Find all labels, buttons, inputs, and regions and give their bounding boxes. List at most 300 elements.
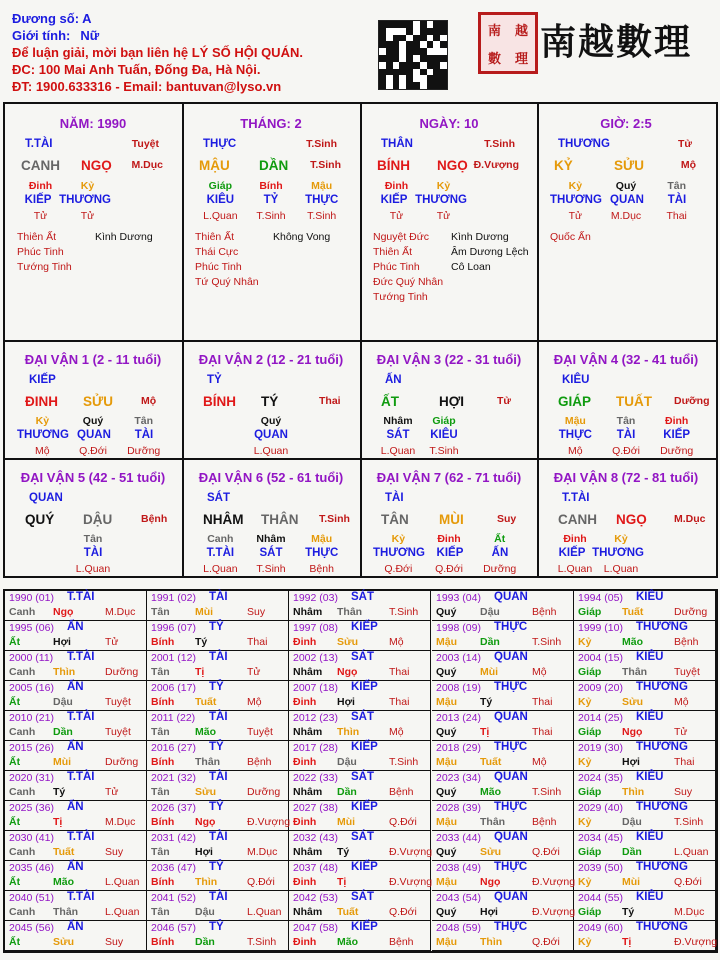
hidden-states-row (538, 210, 714, 222)
hidden-state: Tử (436, 210, 451, 222)
dai-van-1 (5, 342, 181, 458)
gender (12, 27, 303, 44)
hidden-state: Tử (33, 210, 48, 222)
year-cell (432, 651, 574, 681)
year-branch: Mão (480, 786, 501, 798)
year-cell (574, 651, 716, 681)
hidden-stem: Kỷ (436, 180, 451, 192)
year-stem: Đinh (293, 696, 317, 708)
year-state: Tử (674, 726, 688, 738)
year-state: T.Sinh (389, 756, 419, 768)
year-branch: Mùi (337, 816, 356, 828)
year-branch: Ngọ (622, 726, 643, 738)
year-stem: Canh (9, 846, 36, 858)
year-state: Suy (105, 936, 124, 948)
year-ten-god: ẤN (67, 621, 84, 633)
year-state: Thai (247, 636, 268, 648)
year-state: Thai (389, 696, 410, 708)
year-state: T.Sinh (247, 936, 277, 948)
year-label: 1990 (01) (9, 592, 54, 604)
earthly-branch: MÙI (439, 512, 464, 527)
hidden-state: M.Dục (610, 210, 642, 222)
year-state: Tử (105, 636, 119, 648)
stars-left (17, 230, 72, 275)
hidden-state: Q.Đới (612, 445, 640, 457)
hidden-ten-god: KIÊU (206, 194, 235, 206)
hidden-ten-god: QUAN (610, 194, 644, 206)
year-label: 2012 (23) (293, 712, 338, 724)
hidden-states-row (538, 445, 714, 457)
year-ten-god: SÁT (351, 591, 374, 603)
year-label: 2005 (16) (9, 682, 54, 694)
year-label: 1996 (07) (151, 622, 196, 634)
year-cell (432, 591, 574, 621)
year-label: 1993 (04) (436, 592, 481, 604)
year-ten-god: THỰC (494, 921, 528, 933)
pillar-hour (538, 104, 714, 338)
hidden-stems-row (183, 180, 359, 192)
heavenly-stem: CANH (558, 512, 597, 527)
branch-state: T.Sinh (310, 159, 341, 171)
year-label: 1997 (08) (293, 622, 338, 634)
stem-state: T.Sinh (484, 138, 515, 150)
year-ten-god: KIẾP (351, 921, 378, 933)
year-stem: Mậu (436, 756, 457, 768)
year-stem: Nhâm (293, 666, 323, 678)
year-label: 2002 (13) (293, 652, 338, 664)
year-ten-god: THƯƠNG (636, 741, 688, 753)
hidden-ten-god: THƯƠNG (373, 547, 425, 559)
year-ten-god: TỶ (209, 681, 224, 693)
year-cell (5, 711, 147, 741)
year-stem: Tân (151, 846, 170, 858)
year-state: Bệnh (532, 816, 557, 828)
ten-god-top: THỰC (203, 138, 237, 150)
year-cell (574, 711, 716, 741)
year-ten-god: QUAN (494, 831, 528, 843)
year-ten-god: THƯƠNG (636, 681, 688, 693)
hidden-stem: Mậu (311, 533, 333, 545)
year-label: 2015 (26) (9, 742, 54, 754)
hidden-stem: Đinh (28, 180, 53, 192)
star-name: Thái Cực (195, 246, 239, 258)
year-state: Bệnh (247, 756, 272, 768)
qr-code-icon (378, 20, 448, 90)
year-ten-god: T.TÀI (67, 711, 95, 723)
year-branch: Ngọ (337, 666, 358, 678)
year-ten-god: T.TÀI (67, 831, 95, 843)
year-branch: Mão (195, 726, 216, 738)
year-branch: Hợi (337, 696, 355, 708)
heavenly-stem: ĐINH (25, 394, 58, 409)
year-cell (432, 741, 574, 771)
hidden-ten-god: QUAN (77, 429, 111, 441)
hidden-state: Q.Đới (384, 563, 413, 575)
hidden-stems-row (538, 533, 714, 545)
heavenly-stem: GIÁP (558, 394, 592, 409)
dai-van-title: ĐẠI VẬN 2 (12 - 21 tuổi) (198, 352, 344, 367)
year-stem: Ất (9, 936, 21, 948)
year-state: Q.Đới (674, 876, 702, 888)
year-label: 2036 (47) (151, 862, 196, 874)
year-cell (147, 921, 289, 951)
year-ten-god: KIẾP (351, 681, 378, 693)
year-ten-god: ẤN (67, 681, 84, 693)
hidden-ten-god: KIẾP (380, 194, 408, 206)
year-stem: Ất (9, 756, 21, 768)
year-ten-god: KIÊU (636, 831, 664, 843)
year-ten-god: TÀI (209, 591, 228, 603)
heavenly-stem: BÍNH (377, 158, 410, 173)
ten-god-top: KIÊU (562, 374, 590, 386)
year-branch: Tý (480, 696, 493, 708)
year-state: Đ.Vượng (389, 876, 433, 888)
year-ten-god: T.TÀI (67, 651, 95, 663)
ten-god-top: TÀI (385, 492, 404, 504)
hidden-stars-row (183, 194, 359, 206)
year-stem: Giáp (578, 606, 602, 618)
year-ten-god: TÀI (209, 651, 228, 663)
year-ten-god: KIÊU (636, 771, 664, 783)
year-state: Bệnh (389, 786, 414, 798)
heavenly-stem: BÍNH (203, 394, 236, 409)
hidden-states-row (183, 445, 359, 457)
year-label: 2043 (54) (436, 892, 481, 904)
star-name: Phúc Tinh (373, 261, 420, 273)
hidden-stem: Đinh (437, 533, 461, 545)
hidden-stem: Kỷ (614, 533, 628, 545)
year-ten-god: THƯƠNG (636, 801, 688, 813)
year-stem: Mậu (436, 696, 457, 708)
year-label: 2034 (45) (578, 832, 623, 844)
hidden-states-row (5, 445, 181, 457)
year-ten-god: QUAN (494, 651, 528, 663)
year-stem: Giáp (578, 726, 602, 738)
year-branch: Thìn (480, 936, 503, 948)
hidden-states-row (361, 210, 537, 222)
hidden-state: L.Quan (603, 563, 639, 575)
year-stem: Quý (436, 786, 457, 798)
hidden-stars-row (183, 547, 359, 559)
year-stem: Kỷ (578, 936, 592, 948)
year-state: Đ.Vượng (532, 876, 576, 888)
year-ten-god: TỶ (209, 801, 224, 813)
star-name: Thiên Ất (373, 246, 413, 258)
year-ten-god: T.TÀI (67, 771, 95, 783)
year-stem: Bính (151, 756, 175, 768)
year-ten-god: THỰC (494, 621, 528, 633)
year-ten-god: SÁT (351, 891, 374, 903)
year-stem: Giáp (578, 846, 602, 858)
year-state: Mộ (389, 636, 404, 648)
year-cell (5, 651, 147, 681)
year-branch: Sửu (480, 846, 502, 858)
year-cell (147, 801, 289, 831)
stars-left (373, 230, 443, 305)
hidden-stars-row (183, 429, 359, 441)
hidden-ten-god: THƯƠNG (592, 547, 644, 559)
year-branch: Ngọ (480, 876, 501, 888)
hidden-ten-god: QUAN (254, 429, 288, 441)
hidden-stars-row (361, 547, 537, 559)
star-name: Thiên Ất (17, 231, 57, 243)
ten-god-top: QUAN (29, 492, 63, 504)
hidden-stem: Kỷ (35, 415, 50, 427)
year-state: T.Sinh (532, 786, 562, 798)
hidden-stem: Tân (83, 533, 103, 545)
year-state: T.Sinh (532, 636, 562, 648)
dai-van-title: ĐẠI VẬN 1 (2 - 11 tuổi) (24, 352, 162, 367)
star-name: Âm Dương Lệch (451, 246, 529, 258)
hidden-stars-row (361, 194, 537, 206)
year-ten-god: KIẾP (351, 861, 378, 873)
year-ten-god: KIẾP (351, 621, 378, 633)
year-cell (432, 711, 574, 741)
year-branch: Tuất (622, 606, 644, 618)
year-label: 1998 (09) (436, 622, 481, 634)
earthly-branch: HỢI (439, 394, 465, 409)
hidden-ten-god: SÁT (386, 429, 410, 441)
earthly-branch: SỬU (614, 158, 644, 173)
year-branch: Tuất (53, 846, 75, 858)
year-branch: Ngọ (53, 606, 74, 618)
hidden-state: T.Sinh (256, 563, 286, 575)
year-branch: Hợi (195, 846, 213, 858)
hidden-states-row (5, 563, 181, 575)
year-branch: Dậu (53, 696, 73, 708)
hidden-stem: Quý (82, 415, 104, 427)
star-name: Nguyệt Đức (373, 231, 430, 243)
star-name: Tướng Tinh (373, 291, 428, 303)
year-branch: Tý (337, 846, 350, 858)
star-name: Tứ Quý Nhân (195, 276, 259, 288)
year-state: Q.Đới (247, 876, 275, 888)
year-state: L.Quan (247, 906, 282, 918)
year-stem: Tân (151, 666, 170, 678)
year-label: 2020 (31) (9, 772, 54, 784)
year-ten-god: ẤN (67, 861, 84, 873)
earthly-branch: SỬU (83, 394, 113, 409)
year-branch: Dậu (337, 756, 357, 768)
year-cell (289, 801, 431, 831)
year-branch: Dậu (480, 606, 500, 618)
year-state: Bệnh (389, 936, 414, 948)
hidden-ten-god: KIẾP (663, 429, 691, 441)
year-label: 2001 (12) (151, 652, 196, 664)
year-state: Mộ (532, 756, 547, 768)
year-ten-god: KIÊU (636, 711, 664, 723)
year-state: M.Dục (105, 816, 136, 828)
year-state: Tuyệt (105, 726, 131, 738)
year-branch: Thìn (622, 786, 645, 798)
year-branch: Tý (195, 636, 208, 648)
year-stem: Quý (436, 666, 457, 678)
year-ten-god: SÁT (351, 771, 374, 783)
year-stem: Mậu (436, 636, 457, 648)
year-ten-god: SÁT (351, 711, 374, 723)
year-branch: Mão (337, 936, 358, 948)
pillar-title: THÁNG: 2 (240, 116, 302, 131)
year-state: L.Quan (105, 876, 140, 888)
year-label: 2008 (19) (436, 682, 481, 694)
year-cell (5, 921, 147, 951)
year-cell (574, 831, 716, 861)
year-state: M.Dục (247, 846, 278, 858)
year-label: 2047 (58) (293, 922, 338, 934)
hidden-stems-row (183, 533, 359, 545)
year-cell (289, 741, 431, 771)
stem-state: T.Sinh (306, 138, 337, 150)
hidden-state: Tử (80, 210, 95, 222)
year-stem: Canh (9, 726, 36, 738)
year-state: Tử (105, 786, 119, 798)
earthly-branch: TUẤT (616, 394, 652, 409)
hidden-state: Q.Đới (435, 563, 463, 575)
year-state: T.Sinh (389, 606, 419, 618)
hidden-state: Dưỡng (483, 563, 517, 575)
hidden-state: Tử (568, 210, 583, 222)
year-branch: Mùi (622, 876, 641, 888)
year-stem: Tân (151, 606, 170, 618)
year-label: 2014 (25) (578, 712, 623, 724)
year-label: 2048 (59) (436, 922, 481, 934)
year-stem: Đinh (293, 816, 317, 828)
year-cell (289, 651, 431, 681)
hidden-state: T.Sinh (307, 210, 337, 222)
year-label: 2044 (55) (578, 892, 623, 904)
year-stem: Kỷ (578, 636, 592, 648)
hidden-ten-god: ẤN (491, 547, 509, 559)
hidden-state: L.Quan (253, 445, 289, 457)
year-ten-god: SÁT (351, 651, 374, 663)
year-cell (289, 711, 431, 741)
year-label: 2040 (51) (9, 892, 54, 904)
hidden-stems-row (361, 415, 537, 427)
hidden-stem: Nhâm (383, 415, 413, 427)
hidden-states-row (538, 563, 714, 575)
year-ten-god: QUAN (494, 711, 528, 723)
year-ten-god: KIẾP (351, 801, 378, 813)
star-name: Phúc Tinh (195, 261, 242, 273)
year-branch: Thân (480, 816, 506, 828)
year-stem: Quý (436, 846, 457, 858)
year-branch: Mùi (480, 666, 499, 678)
year-stem: Quý (436, 606, 457, 618)
hidden-stem: Đinh (563, 533, 587, 545)
year-cell (289, 831, 431, 861)
hidden-states-row (183, 563, 359, 575)
branch-state: Mộ (680, 159, 696, 171)
year-ten-god: KIÊU (636, 891, 664, 903)
hidden-stems-row (5, 180, 181, 192)
year-ten-god: KIÊU (636, 651, 664, 663)
earthly-branch: NGỌ (437, 158, 468, 173)
year-label: 2009 (20) (578, 682, 623, 694)
year-stem: Nhâm (293, 606, 323, 618)
year-ten-god: TÀI (209, 771, 228, 783)
year-state: Suy (674, 786, 693, 798)
year-cell (147, 681, 289, 711)
year-state: Mộ (532, 666, 547, 678)
year-cell (147, 741, 289, 771)
hidden-stem: Tân (616, 415, 636, 427)
year-branch: Mão (53, 876, 74, 888)
year-ten-god: TÀI (209, 891, 228, 903)
year-state: Tử (247, 666, 261, 678)
year-branch: Dần (53, 726, 73, 738)
hidden-ten-god: TÀI (616, 429, 636, 441)
year-label: 2023 (34) (436, 772, 481, 784)
year-label: 2027 (38) (293, 802, 338, 814)
hidden-stars-row (361, 429, 537, 441)
year-cell (432, 921, 574, 951)
hidden-stems-row (183, 415, 359, 427)
year-stem: Canh (9, 786, 36, 798)
year-cell (5, 771, 147, 801)
year-branch: Hợi (480, 906, 498, 918)
year-label: 2018 (29) (436, 742, 481, 754)
year-stem: Canh (9, 606, 36, 618)
year-stem: Nhâm (293, 786, 323, 798)
year-ten-god: T.TÀI (67, 591, 95, 603)
year-ten-god: THƯƠNG (636, 621, 688, 633)
dai-van-8 (538, 460, 714, 576)
year-branch: Sửu (337, 636, 359, 648)
dai-van-title: ĐẠI VẬN 4 (32 - 41 tuổi) (553, 352, 699, 367)
year-branch: Dần (337, 786, 357, 798)
year-branch: Thân (622, 666, 648, 678)
dai-van-title: ĐẠI VẬN 3 (22 - 31 tuổi) (376, 352, 522, 367)
year-state: Suy (105, 846, 124, 858)
hidden-states-row (183, 210, 359, 222)
seal-char: 數 (487, 51, 501, 67)
seal-char: 南 (487, 23, 501, 39)
year-ten-god: THỰC (494, 741, 528, 753)
branch-state: T.Sinh (319, 513, 350, 525)
heavenly-stem: ẤT (381, 394, 399, 409)
branch-state: M.Dục (131, 159, 163, 171)
year-branch: Tuất (195, 696, 217, 708)
hidden-ten-god: KIẾP (558, 547, 586, 559)
year-branch: Tị (53, 816, 63, 828)
year-state: Thai (674, 756, 695, 768)
ten-god-top: THÂN (381, 138, 413, 150)
pillar-title: NGÀY: 10 (419, 116, 479, 131)
hidden-ten-god: THỰC (558, 429, 592, 441)
year-cell (289, 681, 431, 711)
pillar-year (5, 104, 181, 338)
year-cell (289, 771, 431, 801)
year-branch: Thân (195, 756, 221, 768)
year-cell (574, 681, 716, 711)
hidden-ten-god: TÀI (134, 429, 154, 441)
stars-left (195, 230, 259, 290)
contact-line: Để luận giải, mời bạn liên hệ LÝ SỐ HỘI QUÁN. (12, 45, 303, 60)
hidden-stars-row (5, 547, 181, 559)
ten-god-top: KIẾP (29, 374, 56, 386)
year-label: 2030 (41) (9, 832, 54, 844)
year-label: 2049 (60) (578, 922, 623, 934)
year-stem: Đinh (293, 876, 317, 888)
hidden-ten-god: THƯƠNG (550, 194, 602, 206)
year-cell (289, 891, 431, 921)
branch-state: M.Dục (674, 513, 706, 525)
year-stem: Ất (9, 816, 21, 828)
hidden-ten-god: THỰC (305, 547, 339, 559)
hidden-stem: Tân (667, 180, 687, 192)
year-ten-god: TÀI (209, 831, 228, 843)
year-cell (574, 891, 716, 921)
